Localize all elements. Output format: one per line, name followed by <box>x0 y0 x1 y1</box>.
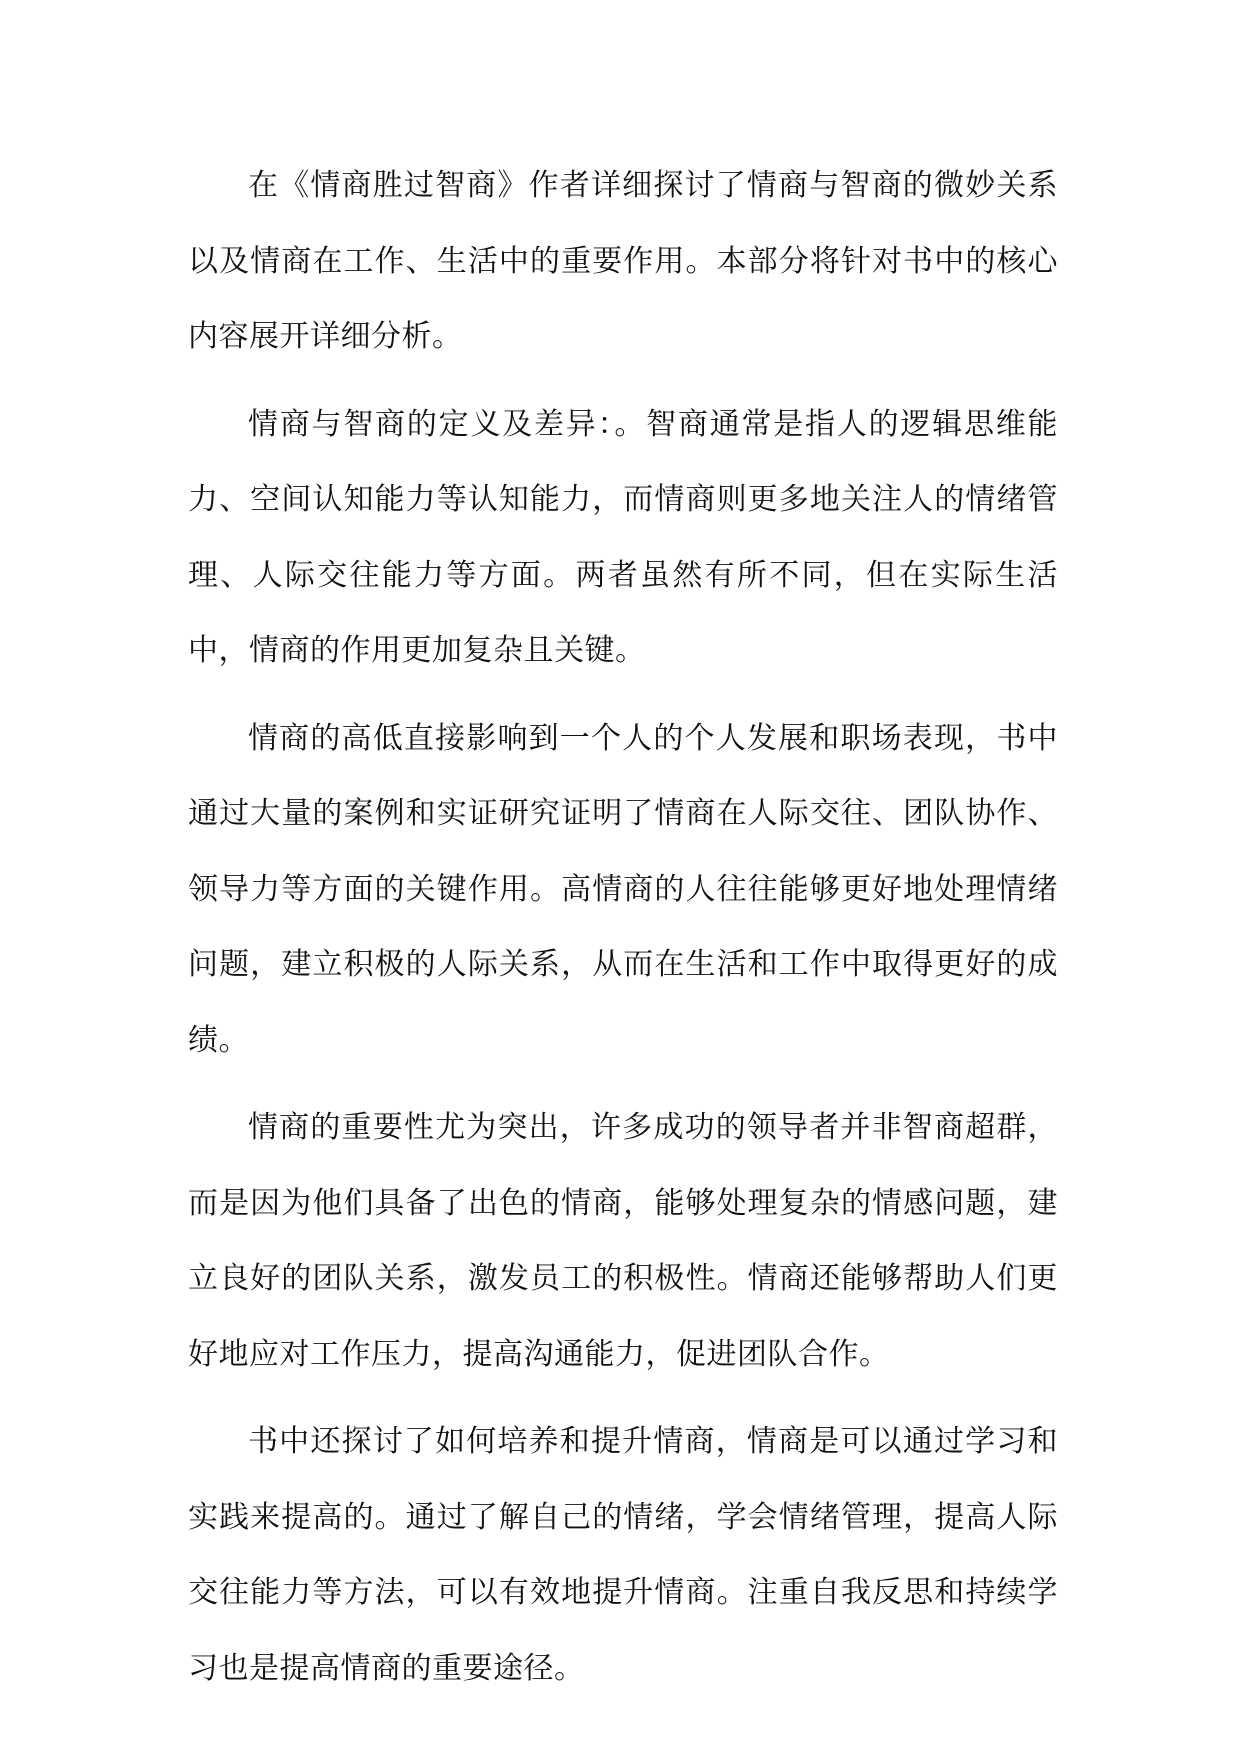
paragraph-2: 情商与智商的定义及差异：。智商通常是指人的逻辑思维能力、空间认知能力等认知能力，而情商则更多地关注人的情绪管理、人际交往能力等方面。两者虽然有所不同，但在实际生活中，情商的作用更加复杂且关键。 <box>188 406 1058 668</box>
paragraph-5: 书中还探讨了如何培养和提升情商，情商是可以通过学习和实践来提高的。通过了解自己的情绪，学会情绪管理，提高人际交往能力等方法，可以有效地提升情商。注重自我反思和持续学习也是提高情商的重要途径。 <box>188 1424 1058 1686</box>
paragraph-4: 情商的重要性尤为突出，许多成功的领导者并非智商超群，而是因为他们具备了出色的情商，能够处理复杂的情感问题，建立良好的团队关系，激发员工的积极性。情商还能够帮助人们更好地应对工作压力，提高沟通能力，促进团队合作。 <box>188 1110 1058 1372</box>
paragraph-1: 在《情商胜过智商》作者详细探讨了情商与智商的微妙关系以及情商在工作、生活中的重要作用。本部分将针对书中的核心内容展开详细分析。 <box>188 168 1058 354</box>
document-body <box>188 148 1058 1718</box>
paragraph-3: 情商的高低直接影响到一个人的个人发展和职场表现，书中通过大量的案例和实证研究证明了情商在人际交往、团队协作、领导力等方面的关键作用。高情商的人往往能够更好地处理情绪问题，建立积极的人际关系，从而在生活和工作中取得更好的成绩。 <box>188 720 1058 1058</box>
